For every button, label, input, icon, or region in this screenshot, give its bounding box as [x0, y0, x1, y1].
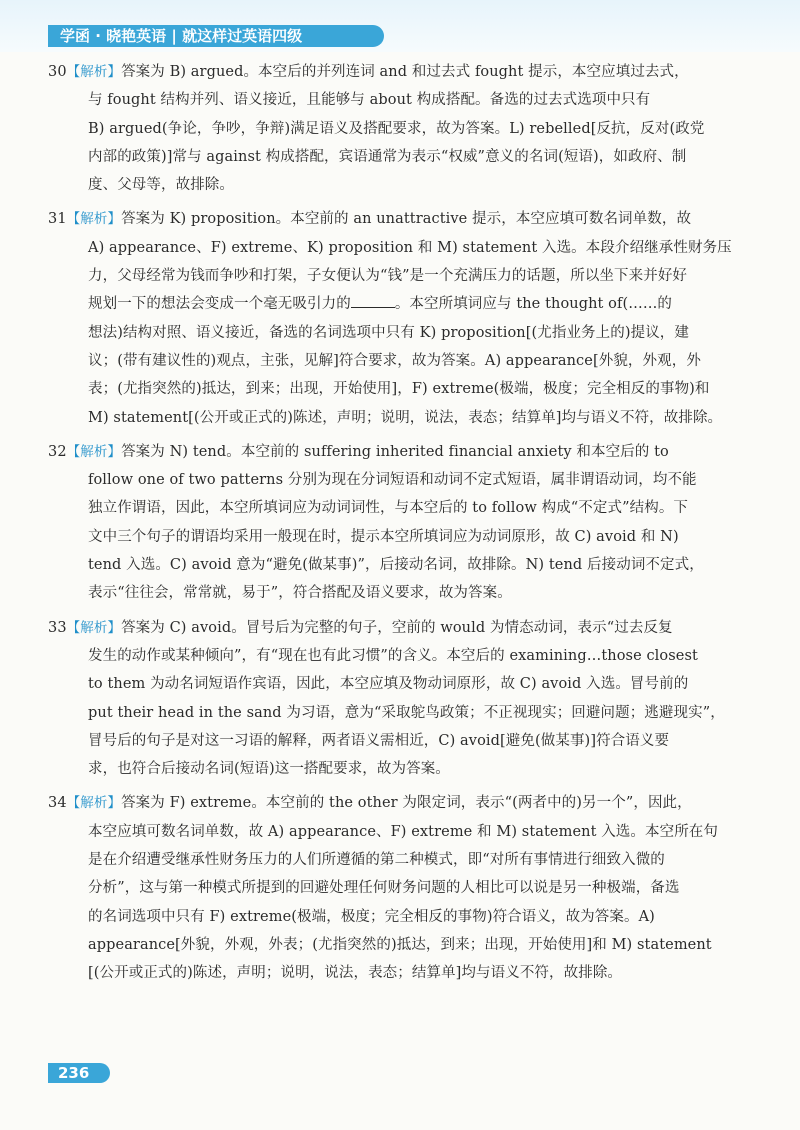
explanation-line: 力，父母经常为钱而争吵和打架，子女便认为“钱”是一个充满压力的话题，所以坐下来并好好 [88, 268, 688, 285]
analysis-tag: 【解析】 [66, 795, 122, 812]
analysis-tag: 【解析】 [66, 64, 122, 80]
explanation-text: 答案为 B) argued。本空后的并列连词 and 和过去式 fought 提示，本空应填过去式， [121, 64, 689, 80]
explanation-line: appearance[外貌，外观，外表；(尤指突然的)抵达，到来；出现，开始使用]和 M) statement [88, 936, 712, 953]
explanation-line: 是在介绍遭受继承性财务压力的人们所遵循的第二种模式，即“对所有事情进行细致入微的 [88, 852, 665, 869]
explanation-line: 文中三个句子的谓语均采用一般现在时，提示本空所填词应为动词原形，故 C) avoid 和 N) [88, 528, 679, 545]
item-number: 30 [48, 64, 67, 80]
explanation-line [48, 438, 748, 466]
explanation-line: put their head in the sand 为习语，意为“采取鸵鸟政策；不正视现实；回避问题；逃避现实”， [88, 704, 725, 721]
explanation-line: to them 为动名词短语作宾语，因此，本空应填及物动词原形，故 C) avoid 入选。冒号前的 [88, 676, 689, 693]
explanation-line [48, 205, 748, 233]
explanation-line: 表示“往往会，常常就，易于”，符合搭配及语义要求，故为答案。 [88, 585, 512, 602]
analysis-tag: 【解析】 [66, 619, 122, 636]
explanation-item-31 [48, 205, 748, 431]
item-number: 31 [48, 211, 67, 228]
explanation-line: 冒号后的句子是对这一习语的解释，两者语义需相近，C) avoid[避免(做某事)]符合语义要 [88, 732, 670, 749]
explanation-line: 内部的政策)]常与 against 构成搭配，宾语通常为表示“权威”意义的名词(短语)，如政府、制 [88, 148, 687, 165]
item-number: 32 [48, 443, 67, 460]
explanation-text: 答案为 F) extreme。本空前的 the other 为限定词，表示“(两者中的)另一个”，因此， [121, 795, 692, 812]
item-number: 33 [48, 619, 67, 636]
explanation-text: 答案为 N) tend。本空前的 suffering inherited financial anxiety 和本空后的 to [121, 443, 669, 460]
explanation-line: 发生的动作或某种倾向”，有“现在也有此习惯”的含义。本空后的 examining…those closest [88, 647, 698, 664]
explanation-item-30 [48, 58, 748, 199]
explanation-line [48, 58, 748, 86]
answer-blank [351, 293, 395, 308]
explanation-text: 。本空所填词应与 the thought of(……的 [394, 296, 673, 313]
explanation-line: [(公开或正式的)陈述，声明；说明，说法，表态；结算单]均与语义不符，故排除。 [88, 965, 623, 982]
explanation-line [48, 614, 748, 642]
explanation-text: 规划一下的想法会变成一个毫无吸引力的 [88, 296, 351, 313]
explanation-line: 表；(尤指突然的)抵达，到来；出现，开始使用]，F) extreme(极端，极度；完全相反的事物)和 [88, 381, 710, 398]
explanation-line: tend 入选。C) avoid 意为“避免(做某事)”，后接动名词，故排除。N) tend 后接动词不定式， [88, 557, 704, 574]
page-number: 236 [48, 1063, 110, 1083]
explanation-line: 议；(带有建议性的)观点，主张，见解]符合要求，故为答案。A) appearance[外貌，外观，外 [88, 352, 701, 369]
explanation-line: M) statement[(公开或正式的)陈述，声明；说明，说法，表态；结算单]均与语义不符，故排除。 [88, 409, 723, 426]
explanation-line: B) argued(争论，争吵，争辩)满足语义及搭配要求，故为答案。L) rebelled[反抗，反对(政党 [88, 120, 705, 137]
explanation-line: 本空应填可数名词单数，故 A) appearance、F) extreme 和 M) statement 入选。本空所在句 [88, 823, 719, 840]
explanation-line: follow one of two patterns 分别为现在分词短语和动词不定式短语，属非谓语动词，均不能 [88, 472, 697, 489]
explanation-line: 求，也符合后接动名词(短语)这一搭配要求，故为答案。 [88, 761, 450, 778]
analysis-tag: 【解析】 [66, 443, 122, 460]
explanation-line: 的名词选项中只有 F) extreme(极端，极度；完全相反的事物)符合语义，故为答案。A) [88, 908, 655, 925]
explanation-line: 度、父母等，故排除。 [88, 177, 234, 194]
answer-explanations [48, 58, 748, 994]
explanation-line: A) appearance、F) extreme、K) proposition 和 M) statement 入选。本段介绍继承性财务压 [88, 239, 732, 256]
item-number: 34 [48, 795, 67, 812]
explanation-line: 想法)结构对照、语义接近，备选的名词选项中只有 K) proposition[(尤指业务上的)提议，建 [88, 324, 689, 341]
explanation-line: 分析”，这与第一种模式所提到的回避处理任何财务问题的人相比可以说是另一种极端，备选 [88, 880, 680, 897]
explanation-line: 与 fought 结构并列、语义接近，且能够与 about 构成搭配。备选的过去式选项中只有 [88, 92, 651, 109]
explanation-item-34 [48, 789, 748, 987]
analysis-tag: 【解析】 [66, 211, 122, 228]
explanation-item-32 [48, 438, 748, 608]
explanation-text: 答案为 C) avoid。冒号后为完整的句子，空前的 would 为情态动词，表示“过去反复 [121, 619, 673, 636]
explanation-line: 独立作谓语，因此，本空所填词应为动词词性，与本空后的 to follow 构成“不定式”结构。下 [88, 500, 689, 517]
explanation-line [48, 789, 748, 817]
explanation-item-33 [48, 614, 748, 784]
explanation-line [48, 290, 748, 318]
book-series-title: 学函 · 晓艳英语 | 就这样过英语四级 [48, 25, 384, 47]
explanation-text: 答案为 K) proposition。本空前的 an unattractive 提示，本空应填可数名词单数，故 [121, 211, 692, 228]
